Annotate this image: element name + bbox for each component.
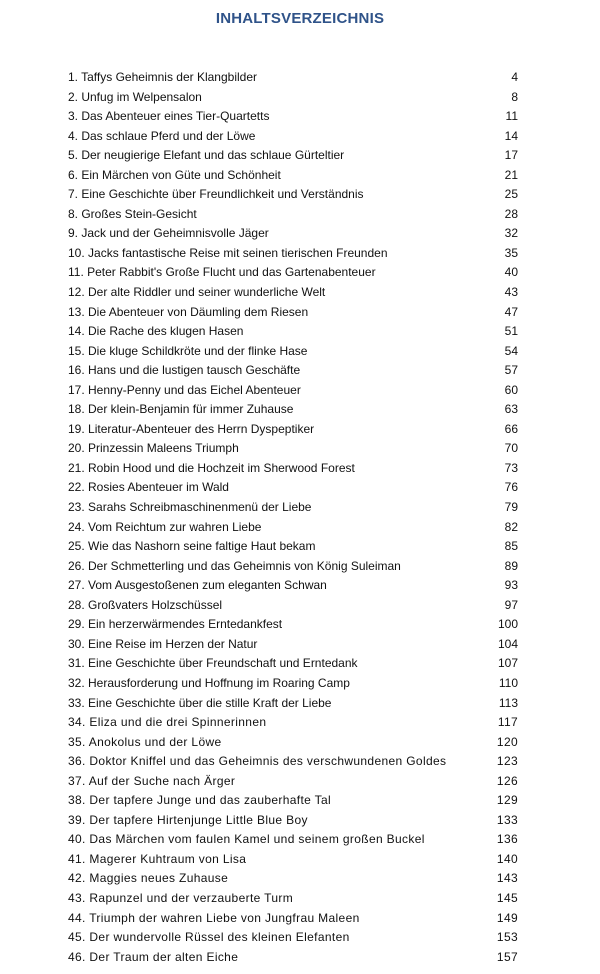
toc-entry-title: 44. Triumph der wahren Liebe von Jungfrau Maleen (68, 910, 360, 925)
toc-entry (68, 146, 518, 166)
toc-entry-page-number: 85 (504, 539, 518, 554)
toc-entry-title: 37. Auf der Suche nach Ärger (68, 773, 236, 788)
table-of-contents (68, 68, 518, 967)
toc-entry (68, 596, 518, 616)
toc-entry-title: 32. Herausforderung und Hoffnung im Roaring Camp (68, 675, 350, 690)
toc-entry-page-number: 8 (511, 89, 518, 104)
toc-entry (68, 283, 518, 303)
toc-entry-page-number: 76 (504, 480, 518, 495)
toc-entry-title: 26. Der Schmetterling und das Geheimnis von König Suleiman (68, 558, 401, 573)
toc-entry (68, 381, 518, 401)
toc-entry-page-number: 4 (511, 70, 518, 84)
toc-entry (68, 420, 518, 440)
toc-entry (68, 478, 518, 498)
toc-entry (68, 635, 518, 655)
toc-entry (68, 615, 518, 635)
toc-entry (68, 674, 518, 694)
toc-entry-title: 23. Sarahs Schreibmaschinenmenü der Liebe (68, 500, 312, 515)
toc-entry (68, 694, 518, 714)
toc-entry-page-number: 66 (504, 421, 518, 436)
toc-entry-page-number: 17 (504, 148, 518, 163)
toc-entry (68, 889, 518, 909)
toc-entry (68, 88, 518, 108)
toc-entry (68, 830, 518, 850)
toc-entry-page-number: 117 (497, 715, 518, 730)
toc-entry-page-number: 28 (504, 206, 518, 221)
toc-entry (68, 869, 518, 889)
toc-entry-title: 7. Eine Geschichte über Freundlichkeit und Verständnis (68, 187, 364, 202)
toc-entry (68, 576, 518, 596)
toc-entry-page-number: 35 (504, 245, 518, 260)
toc-entry-title: 4. Das schlaue Pferd und der Löwe (68, 128, 256, 143)
toc-entry-title: 31. Eine Geschichte über Freundschaft und Erntedank (68, 656, 358, 671)
toc-entry-page-number: 136 (496, 832, 518, 847)
toc-entry-title: 3. Das Abenteuer eines Tier-Quartetts (68, 109, 270, 124)
toc-entry (68, 791, 518, 811)
toc-entry-title: 8. Großes Stein-Gesicht (68, 206, 197, 221)
toc-entry-title: 29. Ein herzerwärmendes Erntedankfest (68, 617, 283, 632)
toc-entry-page-number: 11 (505, 109, 518, 124)
toc-entry-title: 41. Magerer Kuhtraum von Lisa (68, 851, 247, 866)
toc-entry-title: 25. Wie das Nashorn seine faltige Haut bekam (68, 539, 316, 554)
toc-entry-title: 18. Der klein-Benjamin für immer Zuhause (68, 402, 294, 417)
toc-entry (68, 107, 518, 127)
toc-entry (68, 400, 518, 420)
toc-entry-page-number: 140 (496, 851, 518, 866)
toc-entry (68, 244, 518, 264)
toc-entry (68, 498, 518, 518)
toc-entry-page-number: 79 (504, 500, 518, 515)
toc-entry-title: 17. Henny-Penny und das Eichel Abenteuer (68, 382, 301, 397)
toc-entry-page-number: 43 (504, 285, 518, 300)
toc-entry-title: 22. Rosies Abenteuer im Wald (68, 480, 229, 495)
toc-entry-title: 42. Maggies neues Zuhause (68, 871, 229, 886)
toc-entry-title: 28. Großvaters Holzschüssel (68, 597, 223, 612)
toc-entry-title: 15. Die kluge Schildkröte und der flinke Hase (68, 343, 308, 358)
toc-entry-title: 10. Jacks fantastische Reise mit seinen tierischen Freunden (68, 245, 388, 260)
toc-entry (68, 342, 518, 362)
toc-entry-title: 16. Hans und die lustigen tausch Geschäfte (68, 363, 301, 378)
toc-entry (68, 713, 518, 733)
toc-entry-page-number: 107 (497, 656, 518, 671)
toc-entry-title: 24. Vom Reichtum zur wahren Liebe (68, 519, 262, 534)
page-title: INHALTSVERZEICHNIS (215, 10, 385, 27)
toc-entry (68, 166, 518, 186)
toc-entry-title: 36. Doktor Kniffel und das Geheimnis des verschwundenen Goldes (68, 754, 447, 769)
toc-entry-title: 6. Ein Märchen von Güte und Schönheit (68, 167, 281, 182)
toc-entry (68, 733, 518, 753)
toc-entry (68, 361, 518, 381)
toc-entry (68, 928, 518, 948)
toc-entry-title: 43. Rapunzel und der verzauberte Turm (68, 890, 294, 905)
toc-entry-page-number: 97 (504, 597, 518, 612)
toc-entry (68, 127, 518, 147)
toc-entry-page-number: 73 (504, 460, 518, 475)
toc-entry (68, 752, 518, 772)
toc-entry-title: 14. Die Rache des klugen Hasen (68, 324, 244, 339)
toc-entry-page-number: 110 (498, 675, 518, 690)
toc-entry-title: 12. Der alte Riddler und seiner wunderliche Welt (68, 285, 326, 300)
toc-entry-page-number: 100 (497, 617, 518, 632)
toc-entry-title: 38. Der tapfere Junge und das zauberhafte Tal (68, 793, 332, 808)
toc-entry-page-number: 60 (504, 382, 518, 397)
toc-entry-page-number: 57 (504, 363, 518, 378)
toc-entry (68, 909, 518, 929)
toc-entry-page-number: 143 (496, 871, 518, 886)
toc-entry-title: 13. Die Abenteuer von Däumling dem Riesen (68, 304, 309, 319)
toc-entry-page-number: 123 (496, 754, 518, 769)
toc-entry-title: 35. Anokolus und der Löwe (68, 734, 222, 749)
toc-entry (68, 772, 518, 792)
toc-entry-title: 27. Vom Ausgestoßenen zum eleganten Schwan (68, 578, 327, 593)
toc-entry-title: 21. Robin Hood und die Hochzeit im Sherwood Forest (68, 460, 355, 475)
toc-entry-page-number: 40 (504, 265, 518, 280)
toc-entry-page-number: 51 (504, 324, 518, 339)
toc-entry-page-number: 82 (504, 519, 518, 534)
toc-entry-title: 2. Unfug im Welpensalon (68, 89, 202, 104)
toc-entry-page-number: 145 (496, 890, 518, 905)
toc-entry (68, 811, 518, 831)
toc-entry-title: 34. Eliza und die drei Spinnerinnen (68, 715, 267, 730)
toc-entry-page-number: 21 (504, 167, 518, 182)
toc-entry (68, 459, 518, 479)
toc-entry-page-number: 129 (496, 793, 518, 808)
toc-entry-title: 19. Literatur-Abenteuer des Herrn Dyspeptiker (68, 421, 315, 436)
toc-entry (68, 557, 518, 577)
toc-entry-page-number: 47 (504, 304, 518, 319)
toc-entry-page-number: 157 (496, 949, 518, 964)
toc-entry-page-number: 89 (504, 558, 518, 573)
toc-entry (68, 439, 518, 459)
toc-entry (68, 185, 518, 205)
toc-entry-title: 39. Der tapfere Hirtenjunge Little Blue Boy (68, 812, 308, 827)
toc-entry-title: 11. Peter Rabbit's Große Flucht und das Gartenabenteuer (68, 265, 376, 280)
toc-entry-page-number: 120 (496, 734, 518, 749)
toc-entry-title: 5. Der neugierige Elefant und das schlaue Gürteltier (68, 148, 345, 163)
toc-entry-title: 20. Prinzessin Maleens Triumph (68, 441, 239, 456)
toc-entry-page-number: 93 (504, 578, 518, 593)
toc-entry-title: 33. Eine Geschichte über die stille Kraft der Liebe (68, 695, 332, 710)
toc-entry-page-number: 113 (498, 695, 518, 710)
toc-entry-page-number: 104 (497, 636, 518, 651)
toc-entry-page-number: 14 (504, 128, 518, 143)
toc-entry-title: 46. Der Traum der alten Eiche (68, 949, 239, 964)
toc-entry-page-number: 70 (504, 441, 518, 456)
toc-entry-title: 40. Das Märchen vom faulen Kamel und seinem großen Buckel (68, 832, 425, 847)
toc-entry (68, 303, 518, 323)
toc-entry (68, 537, 518, 557)
toc-entry (68, 263, 518, 283)
toc-entry-page-number: 32 (504, 226, 518, 241)
toc-entry-title: 30. Eine Reise im Herzen der Natur (68, 636, 258, 651)
toc-entry-page-number: 133 (496, 812, 518, 827)
toc-entry (68, 322, 518, 342)
toc-entry (68, 850, 518, 870)
toc-entry (68, 518, 518, 538)
toc-entry (68, 654, 518, 674)
toc-entry-page-number: 25 (504, 187, 518, 202)
toc-entry (68, 224, 518, 244)
toc-entry-page-number: 54 (504, 343, 518, 358)
toc-entry-page-number: 153 (496, 930, 518, 945)
toc-entry (68, 205, 518, 225)
toc-entry (68, 68, 518, 88)
toc-entry-title: 1. Taffys Geheimnis der Klangbilder (68, 70, 257, 84)
toc-entry-title: 9. Jack und der Geheimnisvolle Jäger (68, 226, 269, 241)
toc-entry-page-number: 63 (504, 402, 518, 417)
toc-entry (68, 948, 518, 968)
toc-entry-page-number: 126 (496, 773, 518, 788)
toc-entry-page-number: 149 (496, 910, 518, 925)
toc-entry-title: 45. Der wundervolle Rüssel des kleinen Elefanten (68, 930, 350, 945)
